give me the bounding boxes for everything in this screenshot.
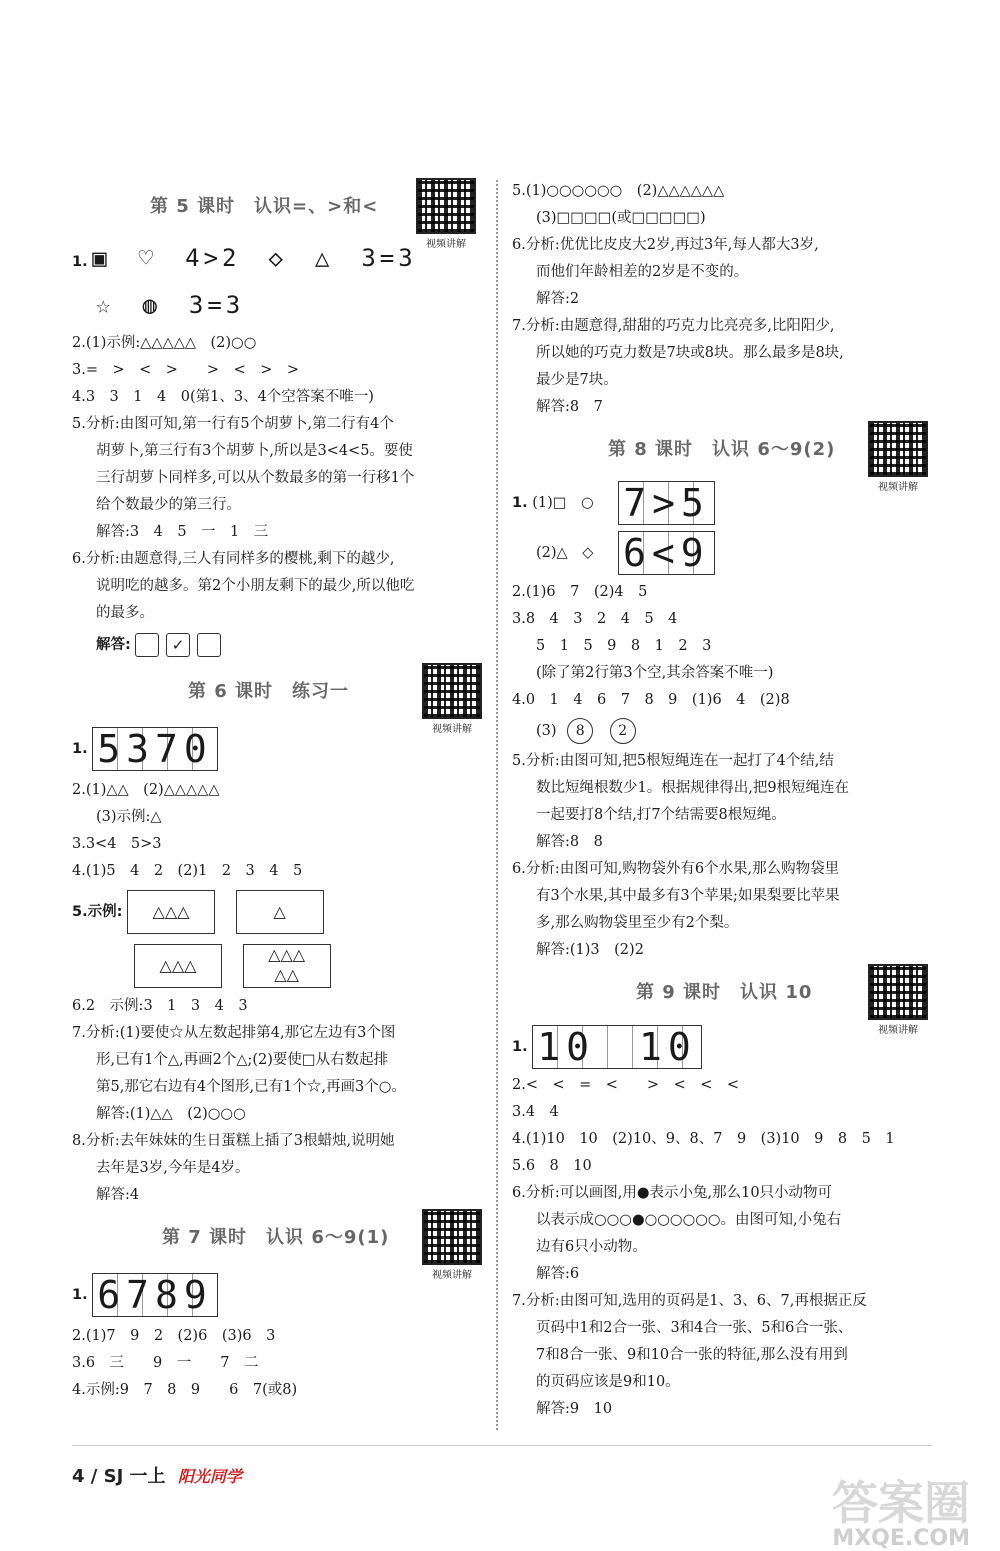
- section-header-lesson-5: [72, 178, 480, 250]
- answer-line: 第5,那它右边有4个图形,已有1个☆,再画3个○。: [96, 1079, 406, 1095]
- symbol-row: (1)□ ○: [532, 495, 594, 511]
- answer-line: 4.3 3 1 4 0(第1、3、4个空答案不唯一): [72, 389, 374, 405]
- watermark-logo: 答案圈: [832, 1476, 970, 1530]
- qr-code[interactable]: [416, 178, 476, 250]
- qr-caption: 视频讲解: [878, 482, 918, 493]
- answer-line: 解答:8 7: [536, 399, 603, 415]
- triangles: △△△: [152, 902, 190, 921]
- column-divider: [496, 180, 498, 1430]
- answer-line: 解答:4: [96, 1187, 140, 1203]
- qr-caption: 视频讲解: [432, 1270, 472, 1281]
- answer-line: 2.(1)6 7 (2)4 5: [512, 584, 648, 600]
- triangles: △△: [274, 965, 299, 984]
- qr-code-icon: [868, 964, 928, 1020]
- answer-line: 5.分析:由图可知,第一行有5个胡萝卜,第二行有4个: [72, 416, 394, 432]
- right-column: [512, 178, 932, 1423]
- answer-line: 5.6 8 10: [512, 1158, 592, 1174]
- circled-number: 2: [610, 718, 636, 744]
- item-number: 1.: [72, 254, 88, 270]
- qr-code-icon: [422, 663, 482, 719]
- circled-number: 8: [567, 718, 593, 744]
- symbol-row: ▣ ♡ 4>2 ◇ △ 3=3: [92, 244, 417, 272]
- answer-line: 最少是7块。: [536, 372, 618, 388]
- answer-line: (3)□□□□(或□□□□□): [536, 210, 706, 226]
- answer-line: 8.分析:去年妹妹的生日蛋糕上插了3根蜡烛,说明她: [72, 1133, 395, 1149]
- qr-caption: 视频讲解: [426, 239, 466, 250]
- answer-line: 6.分析:可以画图,用●表示小兔,那么10只小动物可: [512, 1185, 833, 1201]
- answer-line: 6.分析:由图可知,购物袋外有6个水果,那么购物袋里: [512, 861, 840, 877]
- answer-line: 一起要打8个结,打7个结需要8根短绳。: [536, 807, 786, 823]
- qr-code[interactable]: [868, 421, 928, 493]
- answer-line: 给个数最少的第三行。: [96, 497, 241, 513]
- qr-code-icon: [868, 421, 928, 477]
- answer-line: 6.分析:由题意得,三人有同样多的樱桃,剩下的越少,: [72, 551, 395, 567]
- example-label: 5.示例:: [72, 904, 123, 920]
- digit-writing-box: 7>5: [618, 481, 715, 525]
- answer-line: 3.6 三 9 一 7 二: [72, 1355, 259, 1371]
- answer-line: 解答:(1)△△ (2)○○○: [96, 1106, 246, 1122]
- answer-line: [72, 939, 480, 993]
- triangle-box: [127, 890, 215, 934]
- answer-label: 解答:: [96, 637, 131, 653]
- item-number: 1.: [512, 495, 528, 511]
- sub-label: (3): [536, 723, 557, 739]
- brand-logo: 阳光同学: [177, 1467, 242, 1486]
- section-title: 第 7 课时 认识 6～9(1): [162, 1227, 390, 1248]
- triangles: △△△: [268, 945, 306, 964]
- answer-line: 7和8合一张、9和10合一张的特征,那么没有用到: [536, 1347, 848, 1363]
- answer-line: 4.(1)5 4 2 (2)1 2 3 4 5: [72, 863, 303, 879]
- triangle-box: [236, 890, 324, 934]
- answer-line: 3.4 4: [512, 1104, 559, 1120]
- answer-line: 解答:(1)3 (2)2: [536, 942, 644, 958]
- answer-line: 多,那么购物袋里至少有2个梨。: [536, 915, 739, 931]
- answer-line: 解答:9 10: [536, 1401, 613, 1417]
- section-title: 第 6 课时 练习一: [188, 681, 350, 702]
- answer-line: 三行胡萝卜同样多,可以从个数最多的第一行移1个: [96, 470, 415, 486]
- page-number: 4 / SJ 一上: [72, 1466, 166, 1487]
- answer-line: 而他们年龄相差的2岁是不变的。: [536, 264, 749, 280]
- answer-line: 解答:2: [536, 291, 580, 307]
- answer-line: 有3个水果,其中最多有3个苹果;如果梨要比苹果: [536, 888, 840, 904]
- answer-line: 5.分析:由图可知,把5根短绳连在一起打了4个结,结: [512, 753, 834, 769]
- section-header-lesson-9: [512, 964, 932, 1036]
- answer-line: 去年是3岁,今年是4岁。: [96, 1160, 250, 1176]
- watermark-url: MXQE.COM: [832, 1526, 970, 1551]
- answer-line: 解答:3 4 5 一 1 三: [96, 524, 269, 540]
- answer-line: 7.分析:由题意得,甜甜的巧克力比亮亮多,比阳阳少,: [512, 318, 835, 334]
- answer-line: [72, 627, 480, 663]
- answer-line: [512, 714, 932, 748]
- digit-writing-box: 5370: [92, 727, 218, 771]
- qr-code-icon: [422, 1209, 482, 1265]
- section-header-lesson-6: [72, 663, 480, 735]
- triangle-box: [134, 944, 222, 988]
- answer-line: 6.2 示例:3 1 3 4 3: [72, 998, 248, 1014]
- answer-line: 5 1 5 9 8 1 2 3: [536, 638, 712, 654]
- digit-writing-box: 6789: [92, 1273, 218, 1317]
- left-column: [72, 178, 480, 1404]
- answer-line: 2.(1)7 9 2 (2)6 (3)6 3: [72, 1328, 276, 1344]
- watermark: [800, 1476, 970, 1551]
- qr-code-icon: [416, 178, 476, 234]
- answer-line: 的最多。: [96, 605, 154, 621]
- symbol-row: (2)△ ◇: [536, 545, 594, 561]
- item-number: 1.: [512, 1039, 528, 1055]
- answer-line: [72, 721, 480, 777]
- qr-code[interactable]: [422, 663, 482, 735]
- item-number: 1.: [72, 1287, 88, 1303]
- answer-line: 所以她的巧克力数是7块或8块。那么最多是8块,: [536, 345, 844, 361]
- answer-line: 5.(1)○○○○○○ (2)△△△△△△: [512, 183, 725, 199]
- qr-caption: 视频讲解: [432, 724, 472, 735]
- answer-line: 3.8 4 3 2 4 5 4: [512, 611, 678, 627]
- answer-line: 边有6只小动物。: [536, 1239, 647, 1255]
- section-header-lesson-8: [512, 421, 932, 493]
- answer-line: 7.分析:(1)要使☆从左数起排第4,那它左边有3个图: [72, 1025, 396, 1041]
- section-title: 第 5 课时 认识=、>和<: [150, 196, 379, 217]
- answer-line: [512, 527, 932, 579]
- qr-caption: 视频讲解: [878, 1025, 918, 1036]
- triangle-box: [243, 944, 331, 988]
- answer-line: [72, 283, 480, 330]
- section-header-lesson-7: [72, 1209, 480, 1281]
- qr-code[interactable]: [868, 964, 928, 1036]
- answer-line: 3.= > < > > < > >: [72, 362, 300, 378]
- answer-line: 的页码应该是9和10。: [536, 1374, 680, 1390]
- answer-line: 2.(1)示例:△△△△△ (2)○○: [72, 335, 257, 351]
- answer-line: 以表示成○○○●○○○○○○。由图可知,小兔右: [536, 1212, 842, 1228]
- section-title: 第 9 课时 认识 10: [636, 982, 813, 1003]
- answer-line: 解答:8 8: [536, 834, 603, 850]
- answer-line: 7.分析:由图可知,选用的页码是1、3、6、7,再根据正反: [512, 1293, 867, 1309]
- answer-line: 3.3<4 5>3: [72, 836, 162, 852]
- digit-writing-box: 10 10: [532, 1025, 702, 1069]
- answer-line: 2.< < = < > < < <: [512, 1077, 740, 1093]
- answer-line: 页码中1和2合一张、3和4合一张、5和6合一张、: [536, 1320, 853, 1336]
- answer-line: 说明吃的越多。第2个小朋友剩下的最少,所以他吃: [96, 578, 415, 594]
- footer-rule: [72, 1445, 932, 1446]
- answer-line: 4.0 1 4 6 7 8 9 (1)6 4 (2)8: [512, 692, 790, 708]
- symbol-row: ☆ ◍ 3=3: [96, 291, 245, 319]
- checked-box: ✓: [166, 633, 190, 657]
- digit-writing-box: 6<9: [618, 531, 715, 575]
- page-footer: [72, 1462, 242, 1488]
- answer-line: 4.示例:9 7 8 9 6 7(或8): [72, 1382, 298, 1398]
- answer-line: 胡萝卜,第三行有3个胡萝卜,所以是3<4<5。要使: [96, 443, 413, 459]
- triangles: △: [273, 902, 286, 921]
- answer-line: (除了第2行第3个空,其余答案不唯一): [536, 665, 774, 681]
- empty-box: [135, 633, 159, 657]
- answer-line: 数比短绳根数少1。根据规律得出,把9根短绳连在: [536, 780, 850, 796]
- answer-line: 解答:6: [536, 1266, 580, 1282]
- answer-line: 4.(1)10 10 (2)10、9、8、7 9 (3)10 9 8 5 1: [512, 1131, 895, 1147]
- answer-line: [72, 885, 480, 939]
- qr-code[interactable]: [422, 1209, 482, 1281]
- triangles: △△△: [159, 956, 197, 975]
- answer-line: 2.(1)△△ (2)△△△△△: [72, 782, 220, 798]
- section-title: 第 8 课时 认识 6～9(2): [608, 439, 836, 460]
- answer-line: (3)示例:△: [96, 809, 162, 825]
- answer-line: [72, 1267, 480, 1323]
- item-number: 1.: [72, 741, 88, 757]
- answer-line: 6.分析:优优比皮皮大2岁,再过3年,每人都大3岁,: [512, 237, 819, 253]
- empty-box: [197, 633, 221, 657]
- answer-line: 形,已有1个△,再画2个△;(2)要使□从右数起排: [96, 1052, 389, 1068]
